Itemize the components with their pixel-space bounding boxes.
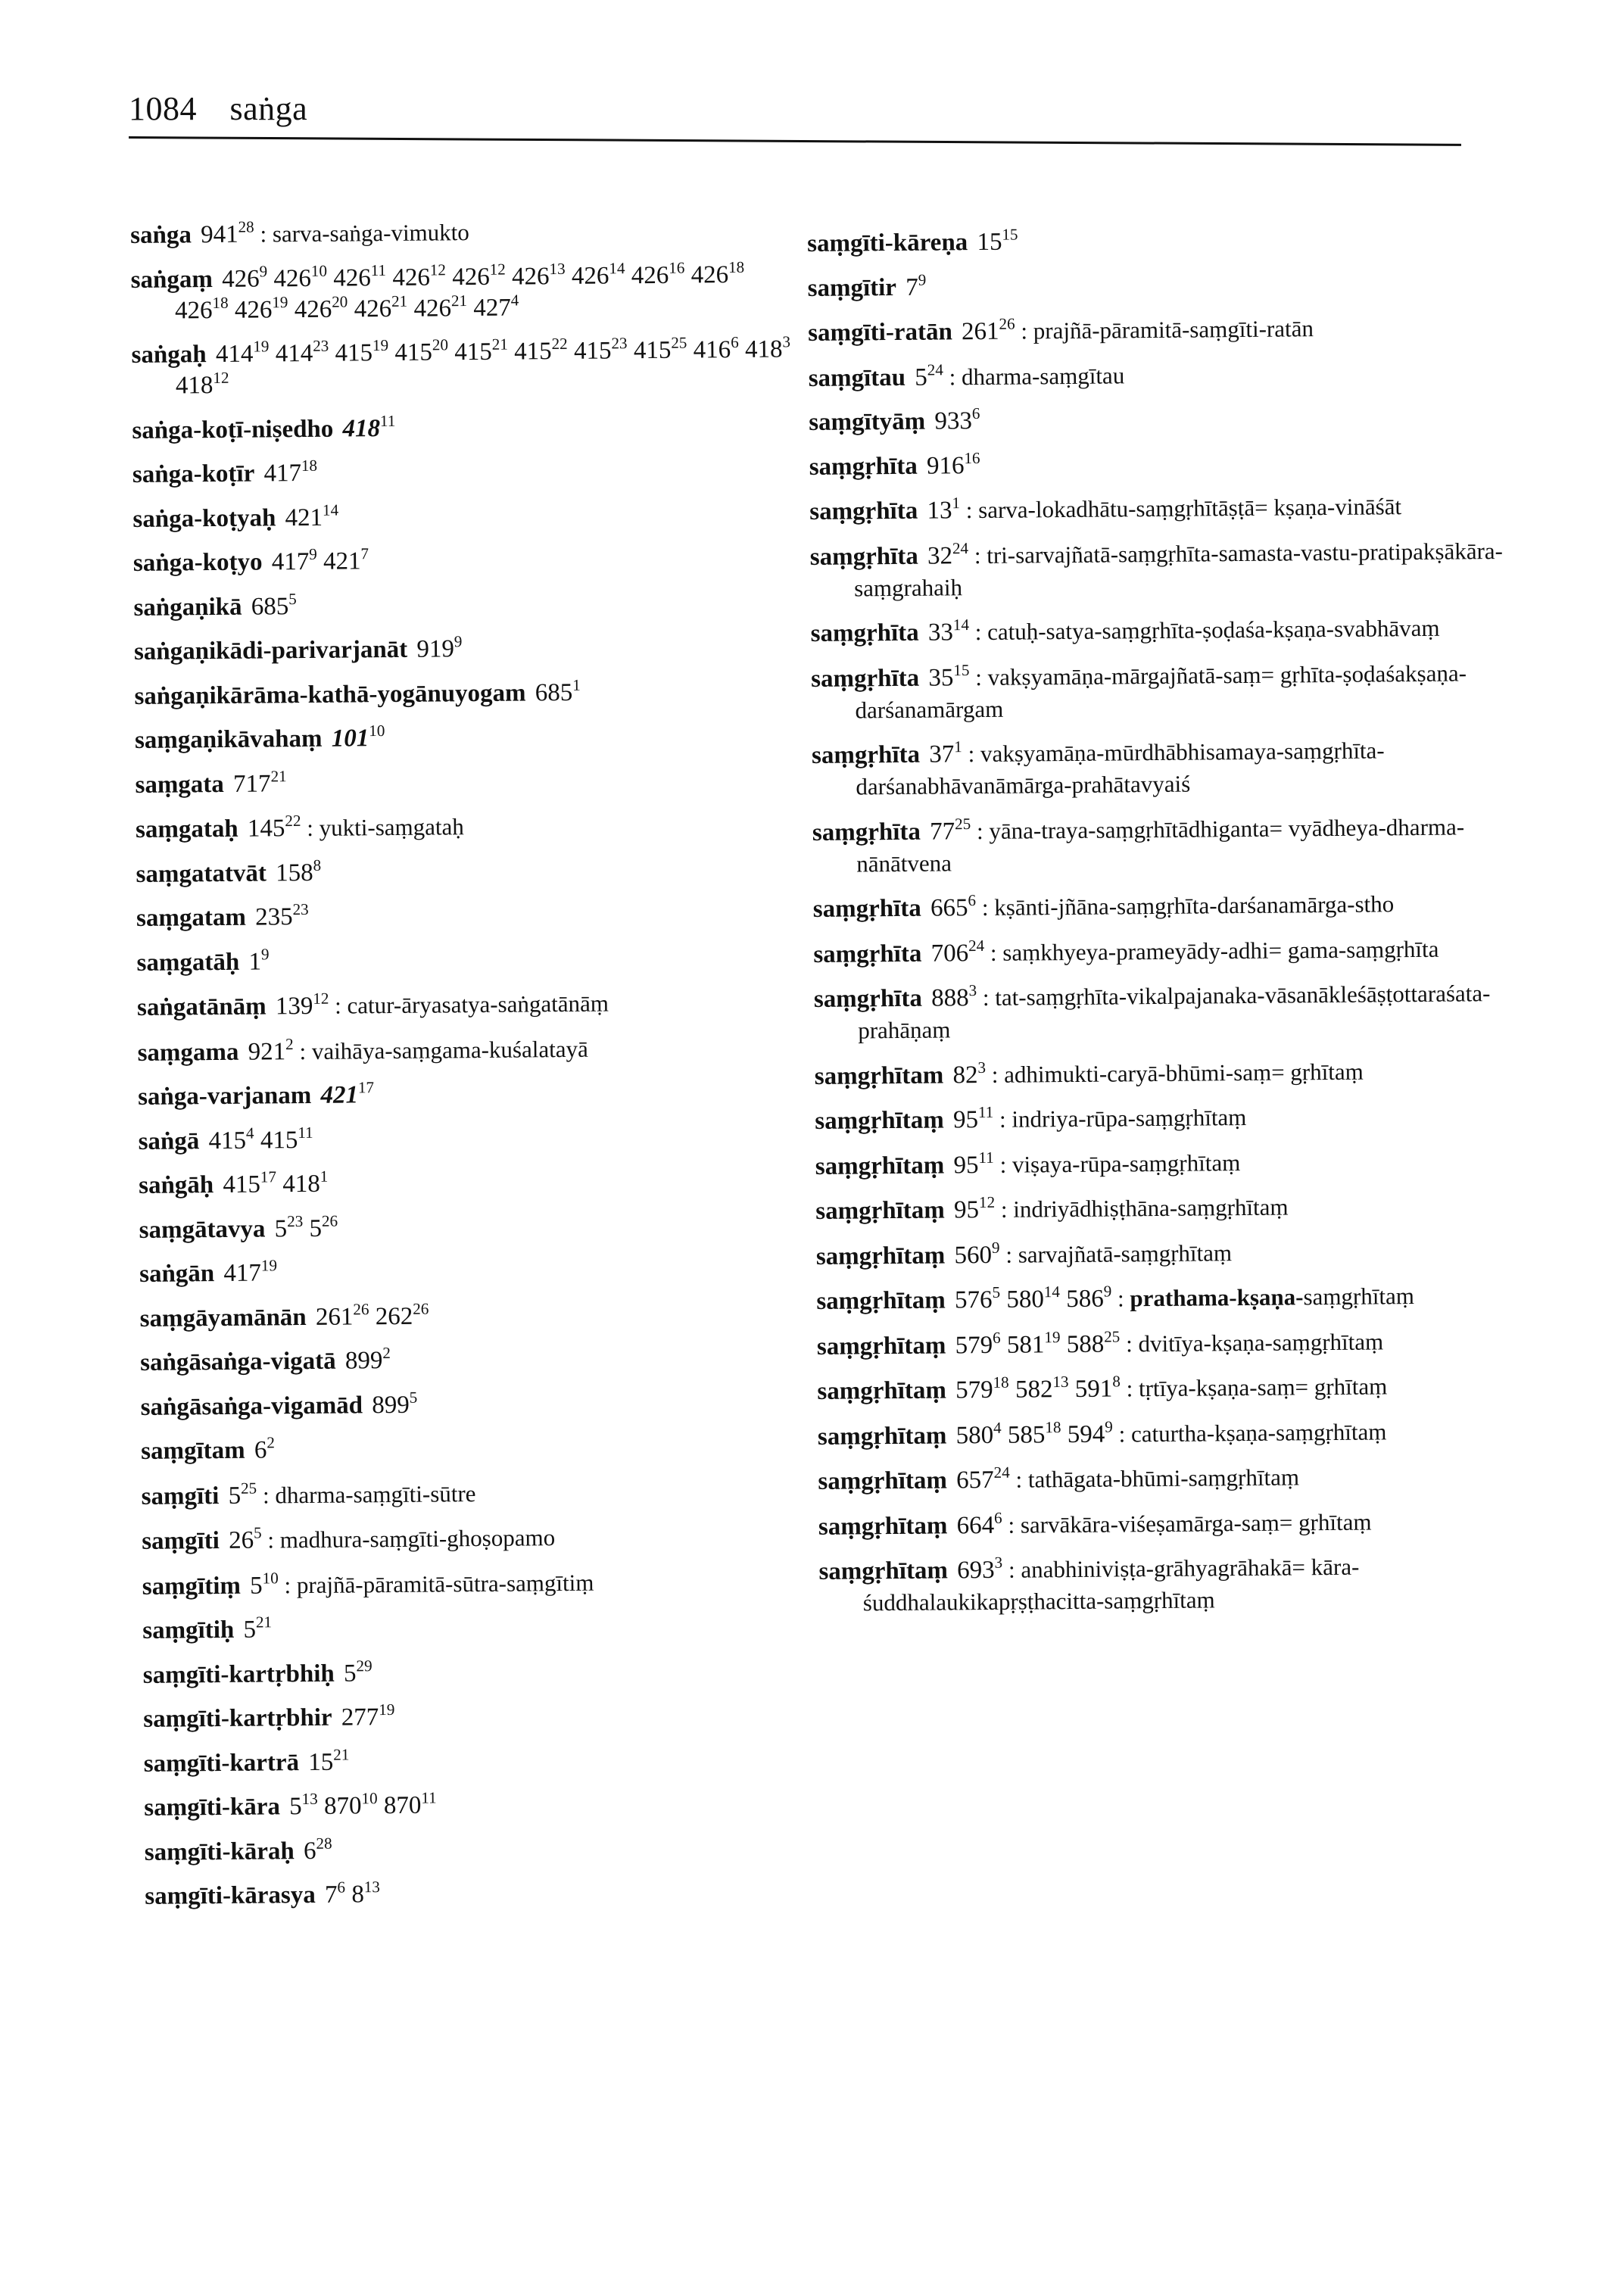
entry-context: : tṛtīya-kṣaṇa-saṃ= gṛhītaṃ: [1120, 1373, 1388, 1402]
entry-headword: saṃgṛhītaṃ: [816, 1286, 946, 1315]
entry-headword: saṃgāyamānān: [139, 1303, 307, 1332]
entry-locations: $580^4$ $585^{18}$ $594^9$: [949, 1417, 1113, 1449]
index-entry: [142, 1475, 808, 1513]
index-entry: [815, 1144, 1542, 1182]
entry-locations: $235^{23}$: [248, 899, 309, 931]
entry-locations: $693^3$: [950, 1553, 1003, 1585]
entry-headword: saṅgaṇikādi-parivarjanāt: [133, 635, 408, 665]
entry-headword: saṃgataḥ: [135, 815, 238, 843]
entry-locations: $941^{28}$: [194, 217, 254, 249]
index-entry: [136, 808, 802, 846]
entry-locations: $13^1$: [921, 494, 961, 525]
entry-headword: saṃgīti: [142, 1527, 220, 1555]
entry-locations: $5^{23}$ $5^{26}$: [268, 1211, 338, 1242]
entry-locations: $15^{15}$: [971, 225, 1018, 257]
entry-locations: $15^{21}$: [301, 1744, 350, 1776]
entry-headword: saṃgīti-kārasya: [145, 1881, 316, 1910]
entry-locations: $145^{22}$: [241, 811, 301, 843]
entry-headword: saṃgṛhīta: [813, 984, 923, 1013]
index-entry: [145, 1831, 811, 1869]
entry-headword: saṃgīti-kartṛbhiḥ: [142, 1660, 335, 1689]
page-header: [129, 89, 307, 128]
entry-context: : yāna-traya-saṃgṛhītādhiganta= vyādheya-dharma-nānātvena: [856, 812, 1465, 877]
entry-headword: saṅga-varjanam: [137, 1081, 312, 1111]
entry-context: : dharma-saṃgītau: [943, 361, 1125, 390]
entry-headword: saṃgama: [137, 1038, 239, 1067]
entry-context: : catur-āryasatya-saṅgatānāṃ: [329, 990, 609, 1019]
index-entry: [818, 1504, 1545, 1542]
entry-headword: saṅgāḥ: [138, 1171, 214, 1199]
entry-headword: saṅgaṇikā: [133, 593, 242, 622]
index-entry: [813, 887, 1540, 925]
index-entry: [139, 1209, 805, 1246]
index-entry: [811, 656, 1538, 726]
index-entry: [134, 675, 800, 712]
index-entry: [808, 266, 1535, 304]
entry-headword: saṃgatatvāt: [136, 859, 267, 888]
index-entry: [142, 1565, 809, 1603]
entry-locations: $261^{26}$: [955, 314, 1015, 346]
index-entry: [809, 445, 1536, 482]
index-entry: [140, 1342, 806, 1379]
entry-headword: saṃgīti-kartṛbhir: [143, 1703, 332, 1733]
index-entry: [815, 1054, 1541, 1092]
entry-context: : viṣaya-rūpa-saṃgṛhītaṃ: [993, 1149, 1241, 1178]
entry-context: : saṃkhyeya-prameyādy-adhi= gama-saṃgṛhīta: [984, 935, 1439, 966]
index-entry: [134, 631, 800, 668]
entry-headword: saṃgṛhīta: [809, 497, 918, 525]
index-entry: [816, 1234, 1543, 1272]
entry-headword: saṃgṛhīta: [811, 664, 920, 693]
entry-locations: $1^9$: [242, 944, 270, 976]
entry-context: : tri-sarvajñatā-saṃgṛhīta-samasta-vastu-pratipakṣākāra-saṃgrahaiḥ: [853, 537, 1504, 601]
entry-locations: $415^{17}$ $418^1$: [217, 1167, 329, 1199]
index-entry: [137, 986, 803, 1024]
index-entry: [131, 334, 798, 402]
entry-locations: $5^{21}$: [237, 1613, 273, 1644]
entry-locations: $7^9$: [899, 270, 927, 301]
entry-headword: saṃgītyāṃ: [809, 407, 926, 436]
index-entry: [141, 1430, 807, 1467]
index-entry: [144, 1787, 810, 1824]
index-entry: [142, 1610, 809, 1647]
entry-locations: $5^{24}$: [908, 360, 943, 391]
entry-context: : sarvākāra-viśeṣamārga-saṃ= gṛhītaṃ: [1002, 1508, 1372, 1538]
entry-locations: $33^{14}$: [921, 616, 970, 647]
entry-headword: saṅgaṃ: [130, 265, 214, 294]
index-entry: [810, 612, 1537, 650]
entry-headword: saṃgṛhītaṃ: [815, 1151, 945, 1180]
index-entry: [807, 223, 1534, 260]
entry-headword: saṃgṛhītaṃ: [817, 1376, 947, 1405]
entry-headword: saṅga-koṭyo: [132, 548, 263, 577]
index-entry: [132, 498, 799, 535]
index-entry: [132, 410, 798, 447]
entry-context: : sarvajñatā-saṃgṛhītaṃ: [999, 1239, 1233, 1268]
entry-headword: saṃgaṇikāvahaṃ: [134, 725, 323, 754]
entry-locations: $139^{12}$: [269, 989, 329, 1021]
entry-locations: $415^4$ $415^{11}$: [202, 1123, 313, 1155]
entry-context: : vakṣyamāṇa-mārgajñatā-saṃ= gṛhīta-ṣoḍaśakṣaṇa-darśanamārgam: [855, 659, 1467, 723]
entry-locations: $101^{10}$: [331, 721, 385, 753]
entry-locations: $277^{19}$: [335, 1700, 395, 1731]
entry-context: : sarva-lokadhātu-saṃgṛhītāṣṭā= kṣaṇa-vināśāt: [959, 493, 1402, 524]
entry-headword: saṃgṛhītaṃ: [818, 1466, 948, 1495]
entry-locations: $5^{13}$ $870^{10}$ $870^{11}$: [282, 1788, 437, 1821]
entry-locations: $421^{14}$: [279, 500, 339, 531]
entry-context: : tathāgata-bhūmi-saṃgṛhītaṃ: [1009, 1463, 1300, 1493]
index-entry: [133, 587, 800, 624]
entry-headword: saṃgīti-kāraḥ: [144, 1837, 295, 1866]
entry-headword: saṃgṛhītaṃ: [818, 1557, 949, 1585]
entry-locations: $665^6$: [924, 890, 977, 922]
entry-headword: saṅgaḥ: [131, 341, 207, 369]
entry-context: : yukti-saṃgataḥ: [301, 813, 464, 842]
running-head: saṅga: [229, 90, 308, 127]
index-entry: [814, 977, 1541, 1047]
entry-locations: $158^8$: [269, 856, 322, 887]
index-entry: [130, 214, 796, 251]
entry-headword: saṃgṛhīta: [810, 619, 919, 647]
index-entry: [809, 490, 1536, 528]
entry-headword: saṃgītiṃ: [142, 1572, 242, 1601]
entry-headword: saṃgātavya: [139, 1214, 266, 1244]
entry-locations: $26^5$: [222, 1523, 262, 1555]
index-entry: [815, 1099, 1541, 1137]
index-entry: [817, 1370, 1544, 1407]
entry-headword: saṃgītam: [141, 1436, 245, 1465]
entry-headword: saṅgatānāṃ: [136, 993, 267, 1021]
entry-headword: saṃgītiḥ: [142, 1616, 235, 1644]
entry-headword: saṃgīti-kartrā: [143, 1748, 300, 1778]
entry-context: : vaihāya-saṃgama-kuśalatayā: [293, 1035, 588, 1064]
index-entry: [139, 1164, 805, 1202]
entry-headword: saṃgatam: [136, 903, 247, 932]
entry-context: : caturtha-kṣaṇa-saṃgṛhītaṃ: [1112, 1417, 1387, 1448]
entry-locations: $95^{12}$: [947, 1192, 996, 1224]
entry-locations: $933^6$: [928, 404, 980, 435]
entry-headword: saṃgītir: [807, 273, 897, 302]
entry-headword: saṃgṛhītam: [814, 1061, 944, 1090]
entry-context: : prajñā-pāramitā-saṃgīti-ratān: [1015, 315, 1314, 344]
entry-locations: $37^1$: [922, 737, 962, 768]
entry-locations: $706^{24}$: [924, 936, 985, 968]
entry-locations: $426^9$ $426^{10}$ $426^{11}$ $426^{12}$ $426^{12}$ $426^{13}$ $426^{14}$ $426^{16}$ $426^{18}$ $426^{18}$ $426^{19}$ $426^{20}$ $426^{21}$ $426^{21}$ $427^4$: [174, 257, 745, 324]
entry-headword: saṅga-koṭyaḥ: [132, 503, 276, 533]
entry-context: : prathama-kṣaṇa-saṃgṛhītaṃ: [1111, 1283, 1415, 1312]
entry-locations: $717^{21}$: [226, 766, 287, 798]
entry-locations: $417^{18}$: [257, 456, 318, 488]
entry-locations: $919^9$: [410, 632, 463, 663]
index-entry: [812, 810, 1540, 880]
entry-headword: saṃgīti-ratān: [808, 318, 952, 347]
entry-locations: $5^{10}$: [243, 1568, 279, 1600]
index-entry: [141, 1386, 807, 1423]
entry-locations: $5^{25}$: [222, 1479, 257, 1510]
index-entry: [816, 1279, 1543, 1317]
index-entry: [138, 1076, 804, 1113]
index-entry: [136, 942, 803, 979]
index-entry: [817, 1324, 1544, 1362]
entry-headword: saṃgata: [135, 770, 224, 799]
index-entry: [143, 1654, 809, 1691]
entry-headword: saṅga-koṭī-niṣedho: [132, 415, 334, 444]
entry-context: : sarva-saṅga-vimukto: [254, 219, 469, 248]
entry-context: : madhura-saṃgīti-ghoṣopamo: [261, 1524, 556, 1554]
entry-locations: $95^{11}$: [947, 1148, 994, 1179]
entry-context: : kṣānti-jñāna-saṃgṛhīta-darśanamārga-stho: [975, 890, 1395, 921]
entry-context: : anabhiniviṣṭa-grāhyagrāhakā= kāra-śuddhalaukikapṛṣṭhacitta-saṃgṛhītaṃ: [862, 1553, 1360, 1616]
entry-locations: $418^{11}$: [342, 411, 396, 443]
index-entry: [809, 401, 1535, 438]
entry-headword: saṅga: [130, 221, 192, 249]
index-entry: [809, 356, 1535, 394]
entry-locations: $579^6$ $581^{19}$ $588^{25}$: [949, 1326, 1121, 1359]
entry-locations: $82^3$: [946, 1058, 987, 1089]
index-entry: [818, 1414, 1545, 1452]
index-entry: [138, 1121, 804, 1158]
index-entry: [143, 1698, 809, 1735]
entry-context: : catuḥ-satya-saṃgṛhīta-ṣoḍaśa-kṣaṇa-svabhāvaṃ: [968, 614, 1440, 646]
index-entry: [136, 897, 803, 934]
page-number: 1084: [129, 90, 197, 127]
entry-locations: $6^{28}$: [297, 1834, 332, 1865]
entry-locations: $664^6$: [950, 1508, 1002, 1539]
index-entry: [818, 1460, 1545, 1498]
entry-context: : adhimukti-caryā-bhūmi-saṃ= gṛhītaṃ: [985, 1058, 1364, 1088]
entry-headword: saṃgītau: [808, 363, 906, 392]
entry-headword: saṃgṛhītaṃ: [817, 1421, 947, 1451]
entry-locations: $95^{11}$: [946, 1102, 994, 1134]
entry-locations: $579^{18}$ $582^{13}$ $591^8$: [949, 1372, 1121, 1404]
entry-context: : dvitīya-kṣaṇa-saṃgṛhītaṃ: [1120, 1327, 1384, 1357]
index-entry: [144, 1743, 810, 1780]
entry-locations: $414^{19}$ $414^{23}$ $415^{19}$ $415^{20}$ $415^{21}$ $415^{22}$ $415^{23}$ $415^{25}$ $416^6$ $418^3$ $418^{12}$: [175, 332, 791, 400]
index-entry: [136, 853, 802, 890]
entry-headword: saṃgṛhīta: [812, 894, 921, 923]
entry-context: : tat-saṃgṛhīta-vikalpajanaka-vāsanākleśāṣṭottaraśata-prahāṇaṃ: [858, 980, 1491, 1044]
entry-headword: saṃgatāḥ: [136, 948, 240, 977]
index-entry: [813, 932, 1540, 970]
header-rule: [129, 136, 1461, 146]
entry-locations: $921^2$: [242, 1034, 294, 1066]
entry-locations: $560^9$: [948, 1238, 1000, 1269]
entry-locations: $421^{17}$: [320, 1078, 375, 1109]
index-entry: [145, 1875, 811, 1912]
entry-headword: saṃgīti-kāreṇa: [807, 229, 968, 257]
entry-headword: saṃgṛhītaṃ: [816, 1331, 946, 1361]
entry-context: : prajñā-pāramitā-sūtra-saṃgītiṃ: [278, 1569, 594, 1598]
entry-locations: $77^{25}$: [923, 814, 971, 846]
index-entry: [808, 311, 1535, 349]
right-column: [807, 223, 1546, 1633]
index-entry: [812, 734, 1539, 803]
entry-locations: $888^3$: [924, 980, 977, 1012]
entry-headword: saṃgṛhītaṃ: [815, 1241, 946, 1270]
entry-context: : dharma-saṃgīti-sūtre: [257, 1479, 476, 1509]
index-entry: [139, 1253, 806, 1290]
index-entry: [810, 535, 1538, 604]
entry-headword: saṃgṛhītaṃ: [815, 1106, 944, 1135]
entry-headword: saṃgṛhītaṃ: [818, 1511, 948, 1541]
index-entry: [142, 1519, 808, 1557]
entry-headword: saṃgṛhīta: [812, 818, 921, 846]
entry-headword: saṃgṛhīta: [813, 940, 922, 968]
entry-locations: $899^5$: [365, 1388, 418, 1419]
index-entry: [131, 259, 798, 327]
entry-headword: saṅga-koṭīr: [132, 460, 255, 488]
entry-headword: saṅgā: [138, 1127, 200, 1155]
entry-headword: saṅgāsaṅga-vigamād: [140, 1391, 363, 1421]
entry-locations: $5^{29}$: [337, 1656, 372, 1688]
entry-locations: $576^5$ $580^{14}$ $586^9$: [948, 1282, 1112, 1314]
entry-locations: $916^{16}$: [920, 448, 980, 480]
index-entry: [815, 1189, 1542, 1227]
entry-headword: saṃgīti: [141, 1482, 220, 1510]
entry-headword: saṃgṛhītaṃ: [815, 1196, 945, 1225]
index-entry: [137, 1031, 803, 1069]
entry-headword: saṃgṛhīta: [809, 542, 918, 571]
entry-locations: $35^{15}$: [922, 660, 970, 692]
index-entry: [818, 1550, 1546, 1619]
index-entry: [133, 542, 800, 579]
index-entry: [132, 454, 799, 491]
index-entry: [135, 764, 801, 801]
entry-context: : vakṣyamāṇa-mūrdhābhisamaya-saṃgṛhīta-darśanabhāvanāmārga-prahātavyaiś: [856, 737, 1385, 800]
index-entry: [135, 719, 801, 756]
entry-locations: $417^{19}$: [217, 1256, 278, 1288]
index-entry: [139, 1298, 806, 1335]
entry-headword: saṃgṛhīta: [809, 452, 918, 481]
entry-headword: saṃgīti-kāra: [144, 1793, 281, 1822]
entry-locations: $32^{24}$: [921, 538, 969, 570]
entry-locations: $685^5$: [245, 589, 297, 621]
entry-locations: $417^9$ $421^7$: [265, 544, 369, 576]
entry-context: : indriya-rūpa-saṃgṛhītaṃ: [993, 1103, 1247, 1133]
entry-headword: saṅgāsaṅga-vigatā: [140, 1347, 336, 1376]
left-column: [130, 214, 812, 1925]
entry-headword: saṃgṛhīta: [811, 740, 921, 769]
entry-locations: $899^2$: [338, 1343, 391, 1375]
entry-locations: $261^{26}$ $262^{26}$: [309, 1299, 429, 1331]
entry-locations: $7^6$ $8^{13}$: [318, 1878, 381, 1909]
entry-headword: saṅgān: [139, 1260, 215, 1288]
entry-context: : indriyādhiṣṭhāna-saṃgṛhītaṃ: [995, 1193, 1289, 1223]
entry-headword: saṅgaṇikārāma-kathā-yogānuyogam: [134, 678, 526, 710]
entry-locations: $685^1$: [528, 675, 581, 706]
entry-locations: $657^{24}$: [949, 1463, 1010, 1495]
entry-locations: $6^2$: [248, 1433, 276, 1464]
